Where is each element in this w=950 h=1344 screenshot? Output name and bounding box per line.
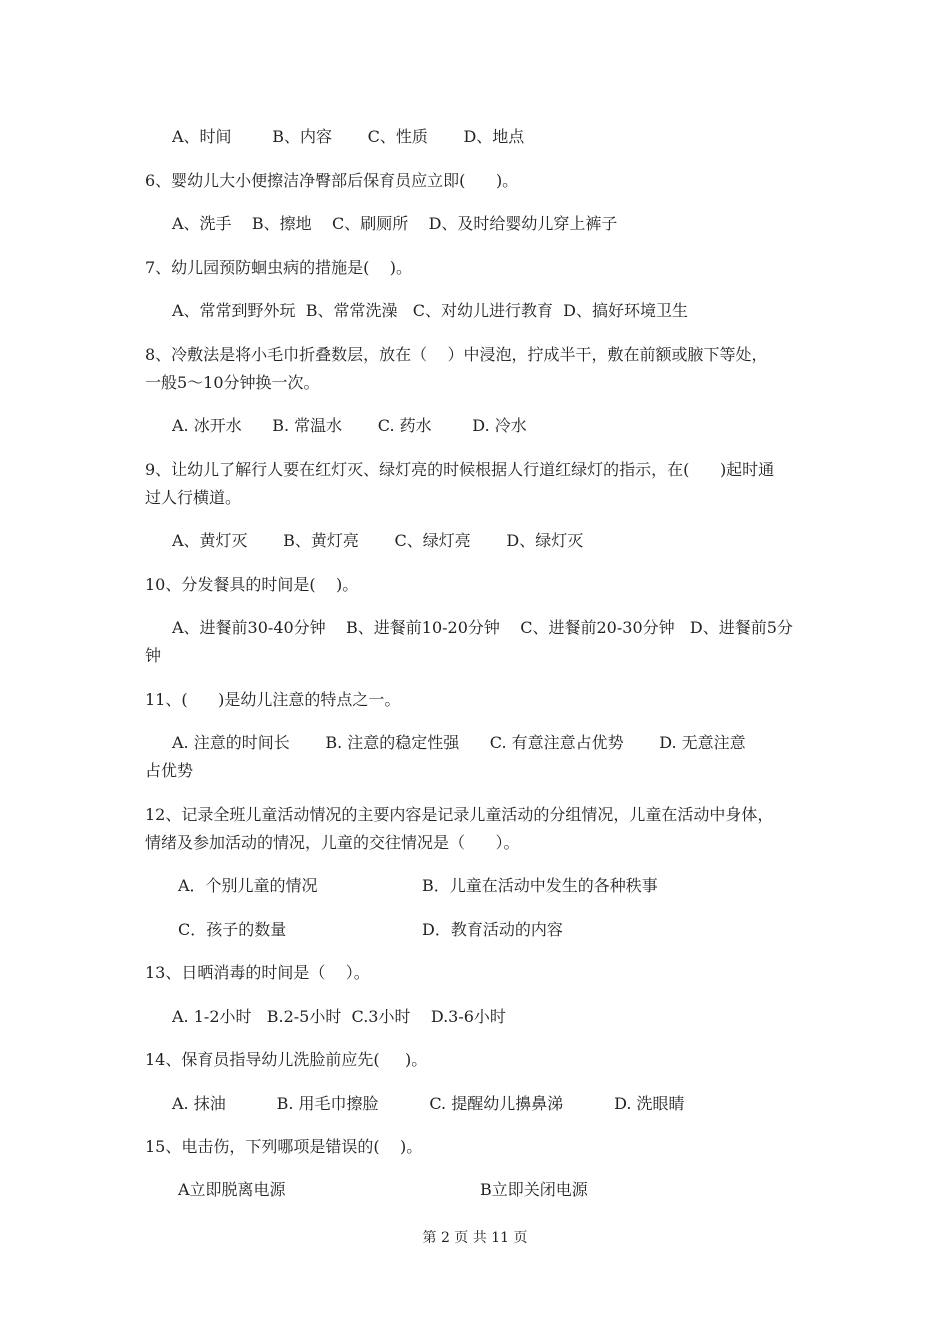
q11-options-cont: 占优势: [145, 761, 194, 780]
q9-question: 9、让幼儿了解行人要在红灯灭、绿灯亮的时候根据人行道红绿灯的指示，在( )起时通: [145, 460, 775, 479]
q12-option-c: C．孩子的数量: [178, 920, 287, 939]
page-footer: 第 2 页 共 11 页: [422, 1230, 528, 1246]
q10-question: 10、分发餐具的时间是( )。: [145, 575, 359, 594]
q6-question: 6、婴幼儿大小便擦洁净臀部后保育员应立即( )。: [145, 171, 519, 190]
q8-question-cont: 一般5～10分钟换一次。: [145, 373, 320, 392]
q8-question: 8、冷敷法是将小毛巾折叠数层，放在（ ）中浸泡，拧成半干，敷在前额或腋下等处，: [145, 345, 768, 364]
q15-question: 15、电击伤，下列哪项是错误的( )。: [145, 1137, 423, 1156]
q10-options-cont: 钟: [145, 646, 162, 665]
q12-option-d: D．教育活动的内容: [422, 920, 563, 939]
q11-question: 11、( )是幼儿注意的特点之一。: [145, 690, 401, 709]
q9-options: A、黄灯灭 B、黄灯亮 C、绿灯亮 D、绿灯灭: [172, 531, 584, 550]
q14-question: 14、保育员指导幼儿洗脸前应先( )。: [145, 1050, 428, 1069]
q12-option-b: B．儿童在活动中发生的各种秩事: [422, 876, 658, 895]
q12-option-a: A．个别儿童的情况: [178, 876, 318, 895]
q13-options: A. 1-2小时 B.2-5小时 C.3小时 D.3-6小时: [172, 1007, 506, 1026]
q9-question-cont: 过人行横道。: [145, 488, 242, 507]
q6-options: A、洗手 B、擦地 C、刷厕所 D、及时给婴幼儿穿上裤子: [172, 214, 618, 233]
q5-options: A、时间 B、内容 C、性质 D、地点: [172, 127, 525, 146]
q7-question: 7、幼儿园预防蛔虫病的措施是( )。: [145, 258, 413, 277]
q14-options: A. 抹油 B. 用毛巾擦脸 C. 提醒幼儿擤鼻涕 D. 洗眼睛: [172, 1094, 685, 1113]
q12-question-cont: 情绪及参加活动的情况，儿童的交往情况是（ ）。: [145, 833, 520, 852]
q15-option-a: A立即脱离电源: [178, 1180, 286, 1199]
q11-options: A. 注意的时间长 B. 注意的稳定性强 C. 有意注意占优势 D. 无意注意: [172, 733, 746, 752]
q13-question: 13、日晒消毒的时间是（ ）。: [145, 963, 370, 982]
q10-options: A、进餐前30-40分钟 B、进餐前10-20分钟 C、进餐前20-30分钟 D、进餐前5分: [172, 618, 793, 637]
q15-option-b: B立即关闭电源: [480, 1180, 588, 1199]
q12-question: 12、记录全班儿童活动情况的主要内容是记录儿童活动的分组情况，儿童在活动中身体，: [145, 805, 774, 824]
q7-options: A、常常到野外玩 B、常常洗澡 C、对幼儿进行教育 D、搞好环境卫生: [172, 301, 688, 320]
q8-options: A. 冰开水 B. 常温水 C. 药水 D. 冷水: [172, 416, 527, 435]
